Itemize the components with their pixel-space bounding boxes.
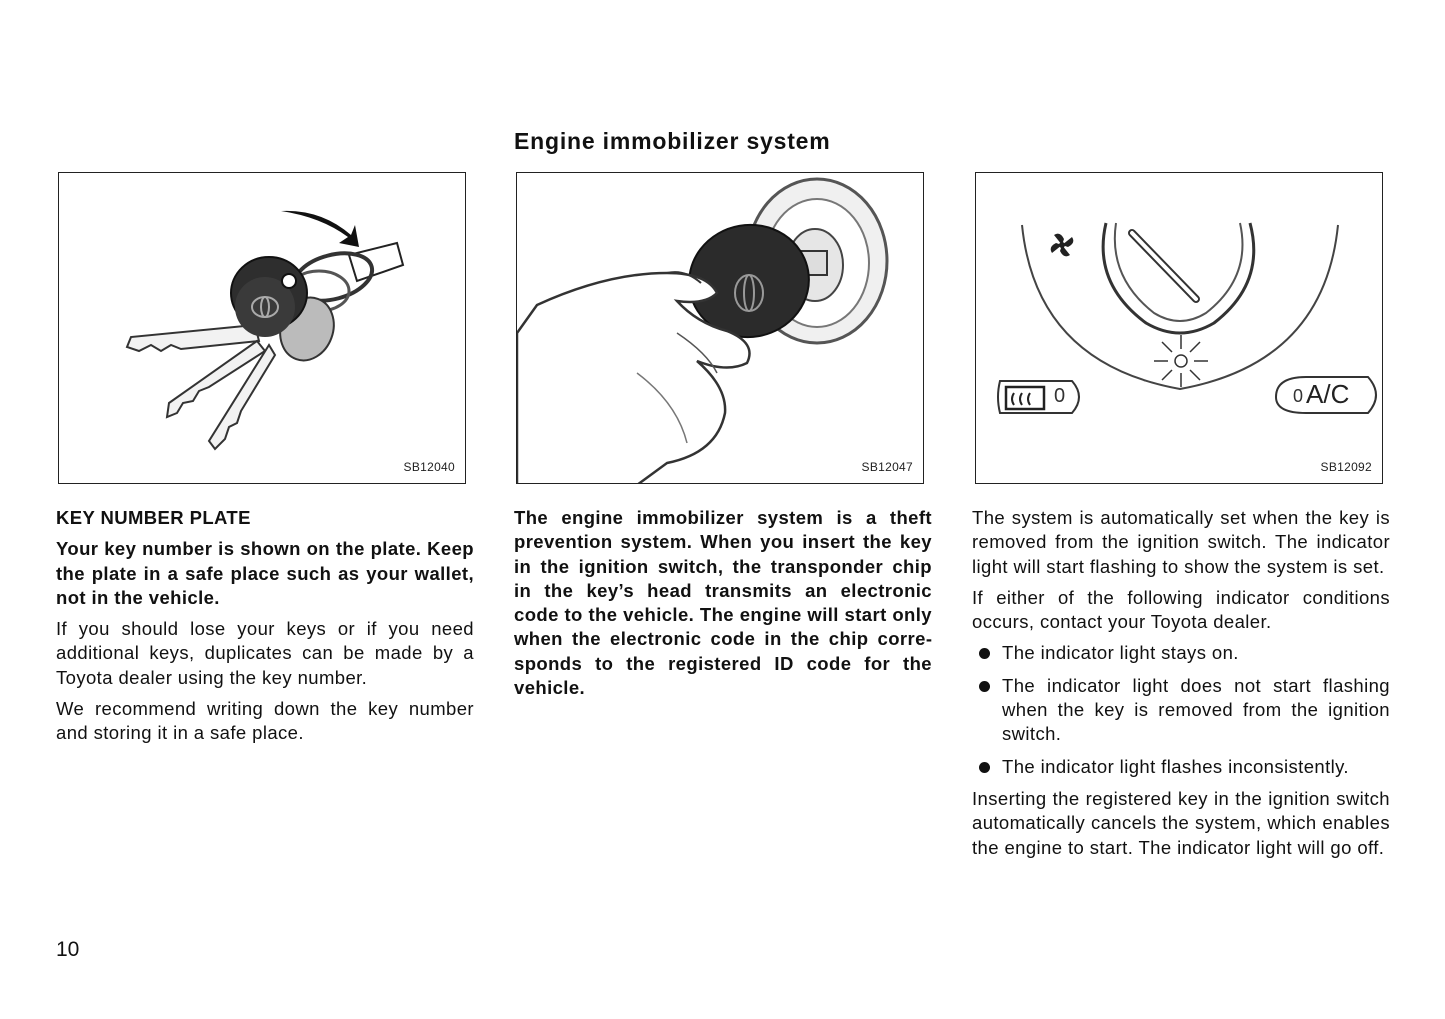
figure-indicator-light: [975, 172, 1383, 484]
ac-label: A/C: [1306, 379, 1350, 409]
list-item: [972, 755, 1390, 779]
lost-keys-paragraph: If you should lose your keys or if you need additional keys, duplicates can be made by a Toyota dealer using the key number.: [56, 618, 474, 688]
rear-defogger-icon: [998, 381, 1079, 413]
figure-code: SB12047: [861, 460, 913, 474]
column-immobilizer-intro: [514, 506, 932, 707]
indicator-conditions-list: [972, 641, 1390, 778]
page-number: 10: [56, 938, 80, 961]
hand-inserting-key-icon: [517, 173, 924, 484]
condition-text: The indicator light flashes inconsistently.: [1002, 755, 1349, 777]
keys-illustration-icon: [59, 173, 466, 484]
cancel-system-paragraph: Inserting the registered key in the ignition switch automatically cancels the system, which enables the engine to start. The indicator light will go off.: [972, 787, 1390, 858]
ac-indicator-zero: 0: [1293, 386, 1304, 406]
fan-icon: [1051, 234, 1074, 257]
contact-dealer-paragraph: If either of the following indicator conditions occurs, contact your Toyota dealer.: [972, 586, 1390, 633]
figure-code: SB12092: [1320, 460, 1372, 474]
column-key-number-plate: [56, 506, 474, 753]
indicator-panel-illustration: [976, 173, 1383, 484]
defogger-indicator-zero: 0: [1054, 385, 1066, 407]
indicator-light-icon: [1154, 335, 1208, 387]
list-item: [972, 641, 1390, 665]
condition-text: The indicator light stays on.: [1002, 642, 1239, 664]
figure-code: SB12040: [403, 460, 455, 474]
bullet-icon: [979, 762, 990, 773]
bullet-icon: [979, 648, 990, 659]
figure-key-number-plate: [58, 172, 466, 484]
bullet-icon: [979, 681, 990, 692]
immobilizer-description: The engine immobilizer system is a theft prevention system. When you insert the key in the ignition switch, the transponder chip in the key’s head transmits an electronic code to the vehicle. The engine will start only when the electronic code in the chip corresponds to the registered ID code for the vehicle.: [514, 507, 932, 699]
recommendation-paragraph: We recommend writing down the key number and storing it in a safe place.: [56, 698, 474, 744]
figure-key-insertion: [516, 172, 924, 484]
list-item: [972, 674, 1390, 747]
condition-text: The indicator light does not start flashing when the key is removed from the ignition switch.: [1002, 674, 1390, 745]
key-plate-instructions: Your key number is shown on the plate. Keep the plate in a safe place such as your wallet, not in the vehicle.: [56, 538, 474, 608]
section-title: Engine immobilizer system: [514, 128, 831, 154]
key-number-plate-heading: KEY NUMBER PLATE: [56, 507, 251, 528]
system-set-paragraph: The system is automatically set when the key is removed from the ignition switch. The indicator light will start flashing to show the system is set.: [972, 507, 1390, 577]
column-indicator-conditions: [972, 506, 1390, 867]
